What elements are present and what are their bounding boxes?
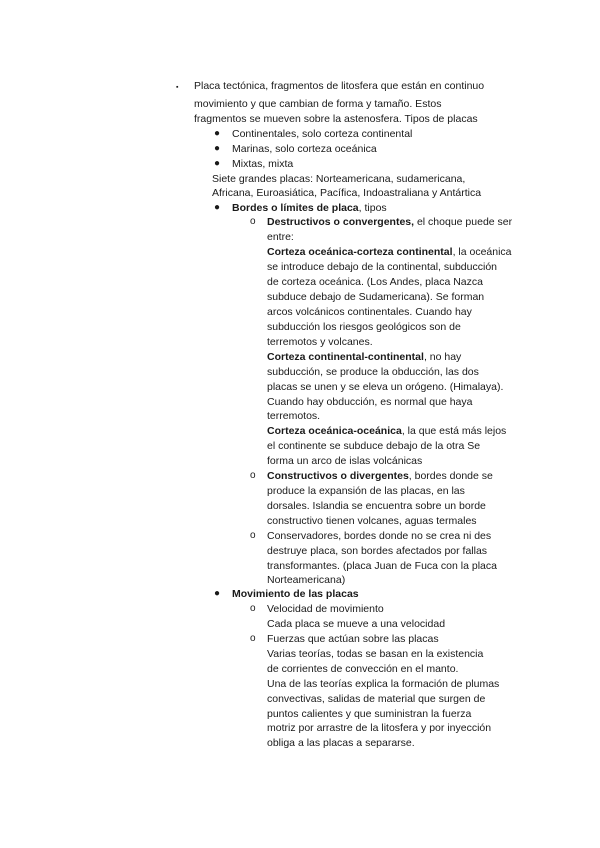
circle-bullet-icon: o xyxy=(250,633,256,644)
circle-bullet-icon: o xyxy=(250,603,256,614)
oo-line-1 xyxy=(267,424,506,438)
constructivos-line-2: produce la expansión de las placas, en las xyxy=(267,485,465,497)
fuerzas-line-7: motriz por arrastre de la litosfera y por inyección xyxy=(267,722,492,734)
oc-cont-title: Corteza oceánica-corteza continental xyxy=(267,246,453,258)
constructivos-line-1 xyxy=(267,469,493,483)
constructivos-title: Constructivos o divergentes xyxy=(267,470,409,482)
siete-line-1: Siete grandes placas: Norteamericana, sudamericana, xyxy=(212,173,466,185)
fuerzas-line-8: obliga a las placas a separarse. xyxy=(267,737,415,749)
fuerzas-line-3: de corrientes de convección en el manto. xyxy=(267,663,459,675)
bordes-title-tail: , tipos xyxy=(358,202,387,214)
fuerzas-line-2: Varias teorías, todas se basan en la existencia xyxy=(267,648,484,660)
bullet-icon: ● xyxy=(214,588,221,599)
cc-line-1 xyxy=(267,350,461,364)
fuerzas-line-4: Una de las teorías explica la formación de plumas xyxy=(267,678,500,690)
conservadores-line-2: destruye placa, son bordes afectados por fallas xyxy=(267,545,488,557)
siete-line-2: Africana, Euroasiática, Pacífica, Indoastraliana y Antártica xyxy=(212,187,482,199)
intro-line-2: movimiento y que cambian de forma y tamaño. Estos xyxy=(194,98,442,110)
destructivos-line-2: entre: xyxy=(267,231,294,243)
oc-cont-line-5: arcos volcánicos continentales. Cuando hay xyxy=(267,306,472,318)
constructivos-line-3: dorsales. Islandia se encuentra sobre un borde xyxy=(267,500,486,512)
intro-line-1: Placa tectónica, fragmentos de litosfera que están en continuo xyxy=(194,80,485,92)
fuerzas-line-5: convectivas, salidas de material que surgen de xyxy=(267,693,486,705)
oo-line-3: forma un arco de islas volcánicas xyxy=(267,455,423,467)
circle-bullet-icon: o xyxy=(250,530,256,541)
cc-line-4: Cuando hay obducción, es normal que haya xyxy=(267,396,473,408)
intro-line-3: fragmentos se mueven sobre la astenosfera. Tipos de placas xyxy=(194,113,478,125)
bullet-icon: ● xyxy=(214,143,221,154)
cc-line-2: subducción, se produce la obducción, las dos xyxy=(267,366,479,378)
destructivos-tail: el choque puede ser xyxy=(414,216,513,228)
conservadores-line-1: Conservadores, bordes donde no se crea ni des xyxy=(267,530,492,542)
oo-tail: , la que está más lejos xyxy=(401,425,507,437)
bullet-icon: ● xyxy=(214,202,221,213)
oc-cont-line-7: terremotos y volcanes. xyxy=(267,336,373,348)
movimiento-title: Movimiento de las placas xyxy=(232,588,359,600)
bordes-heading xyxy=(232,201,387,215)
oc-cont-line-1 xyxy=(267,245,512,259)
oc-cont-line-3: de corteza oceánica. (Los Andes, placa Nazca xyxy=(267,276,483,288)
oc-cont-line-2: se introduce debajo de la continental, subducción xyxy=(267,261,497,273)
velocidad-line-2: Cada placa se mueve a una velocidad xyxy=(267,618,446,630)
fuerzas-line-6: puntos calientes y que suministran la fuerza xyxy=(267,708,472,720)
oo-line-2: el continente se subduce debajo de la otra Se xyxy=(267,440,481,452)
velocidad-line-1: Velocidad de movimiento xyxy=(267,603,384,615)
destructivos-line-1 xyxy=(267,215,512,229)
cc-line-3: placas se unen y se eleva un orógeno. (Himalaya). xyxy=(267,381,504,393)
circle-bullet-icon: o xyxy=(250,216,256,227)
oo-title: Corteza oceánica-oceánica xyxy=(267,425,402,437)
cc-tail: , no hay xyxy=(423,351,462,363)
constructivos-tail: , bordes donde se xyxy=(408,470,493,482)
bullet-icon: ● xyxy=(214,158,221,169)
oc-cont-line-4: subduce debajo de Sudamericana). Se forman xyxy=(267,291,485,303)
bullet-icon: ● xyxy=(214,128,221,139)
cc-title: Corteza continental-continental xyxy=(267,351,424,363)
fuerzas-line-1: Fuerzas que actúan sobre las placas xyxy=(267,633,439,645)
destructivos-title: Destructivos o convergentes, xyxy=(267,216,415,228)
oc-cont-line-6: subducción los riesgos geológicos son de xyxy=(267,321,461,333)
circle-bullet-icon: o xyxy=(250,470,256,481)
conservadores-line-4: Norteamericana) xyxy=(267,574,346,586)
cc-line-5: terremotos. xyxy=(267,410,321,422)
tipo-item-3: Mixtas, mixta xyxy=(232,158,294,170)
constructivos-line-4: constructivo tienen volcanes, aguas termales xyxy=(267,515,477,527)
tipo-item-2: Marinas, solo corteza oceánica xyxy=(232,143,377,155)
oc-cont-tail: , la oceánica xyxy=(452,246,512,258)
conservadores-line-3: transformantes. (placa Juan de Fuca con la placa xyxy=(267,560,497,572)
tipo-item-1: Continentales, solo corteza continental xyxy=(232,128,413,140)
square-bullet-icon: ▪ xyxy=(176,84,179,91)
bordes-title: Bordes o límites de placa xyxy=(232,202,359,214)
